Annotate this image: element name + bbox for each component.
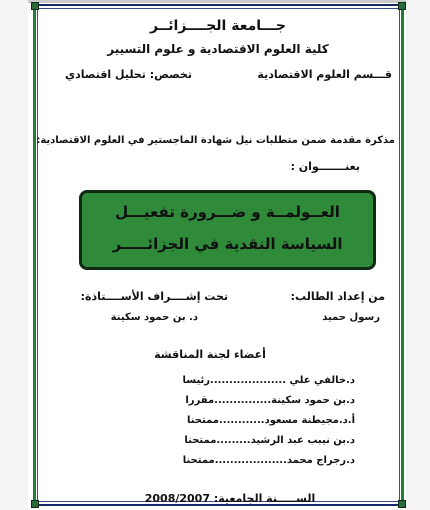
- top-edge: [0, 0, 430, 3]
- memo-statement: مذكرة مقدمة ضمن متطلبات نيل شهادة الماجستير في العلوم الاقتصادية:: [36, 135, 395, 146]
- corner-ornament-bottom-right: [398, 500, 406, 508]
- left-margin: [0, 0, 28, 510]
- committee-member: د.بن نيبب عبد الرشيد.........ممتحنا: [184, 435, 355, 446]
- student-label: من إعداد الطالب:: [290, 290, 385, 303]
- department-name: قـــسم العلوم الاقتصادية: [257, 68, 392, 81]
- university-name: جـــامعة الجــــزائــر: [150, 18, 286, 34]
- thesis-title-box: [79, 190, 376, 270]
- corner-ornament-top-right: [398, 2, 406, 10]
- right-margin: [406, 0, 430, 510]
- supervisor-label: تحت إشــــراف الأســــتاذة:: [80, 290, 228, 303]
- corner-ornament-bottom-left: [31, 500, 39, 508]
- committee-member: أ.د.مجيطنة مسعود............ممتحنا: [186, 415, 355, 426]
- left-border-bar: [33, 4, 36, 506]
- thesis-title-line-2: السياسة النقدية في الجزائـــــر: [112, 235, 343, 253]
- supervisor-name: د. بن حمود سكينة: [110, 312, 198, 323]
- student-name: رسول حميد: [322, 312, 380, 323]
- corner-ornament-top-left: [31, 2, 39, 10]
- committee-heading: أعضاء لجنة المناقشة: [154, 348, 266, 361]
- specialization: تخصص: تحليل اقتصادي: [65, 68, 192, 81]
- committee-member: د.رجراج محمد...................ممتحنا: [182, 455, 355, 466]
- title-label: بعنـــــــوان :: [290, 160, 360, 173]
- committee-member: د.بن حمود سكينة...............مقررا: [185, 395, 355, 406]
- committee-member: د.خالفي علي ....................رئيسا: [182, 375, 355, 386]
- thesis-title-line-1: العــولمــة و ضـــرورة تفعيـــل: [115, 203, 340, 221]
- right-border-bar: [401, 4, 404, 506]
- faculty-name: كلية العلوم الاقتصادية و علوم التسيير: [107, 42, 329, 56]
- academic-year: الســـــنة الجامعية: 2008/2007: [144, 492, 316, 505]
